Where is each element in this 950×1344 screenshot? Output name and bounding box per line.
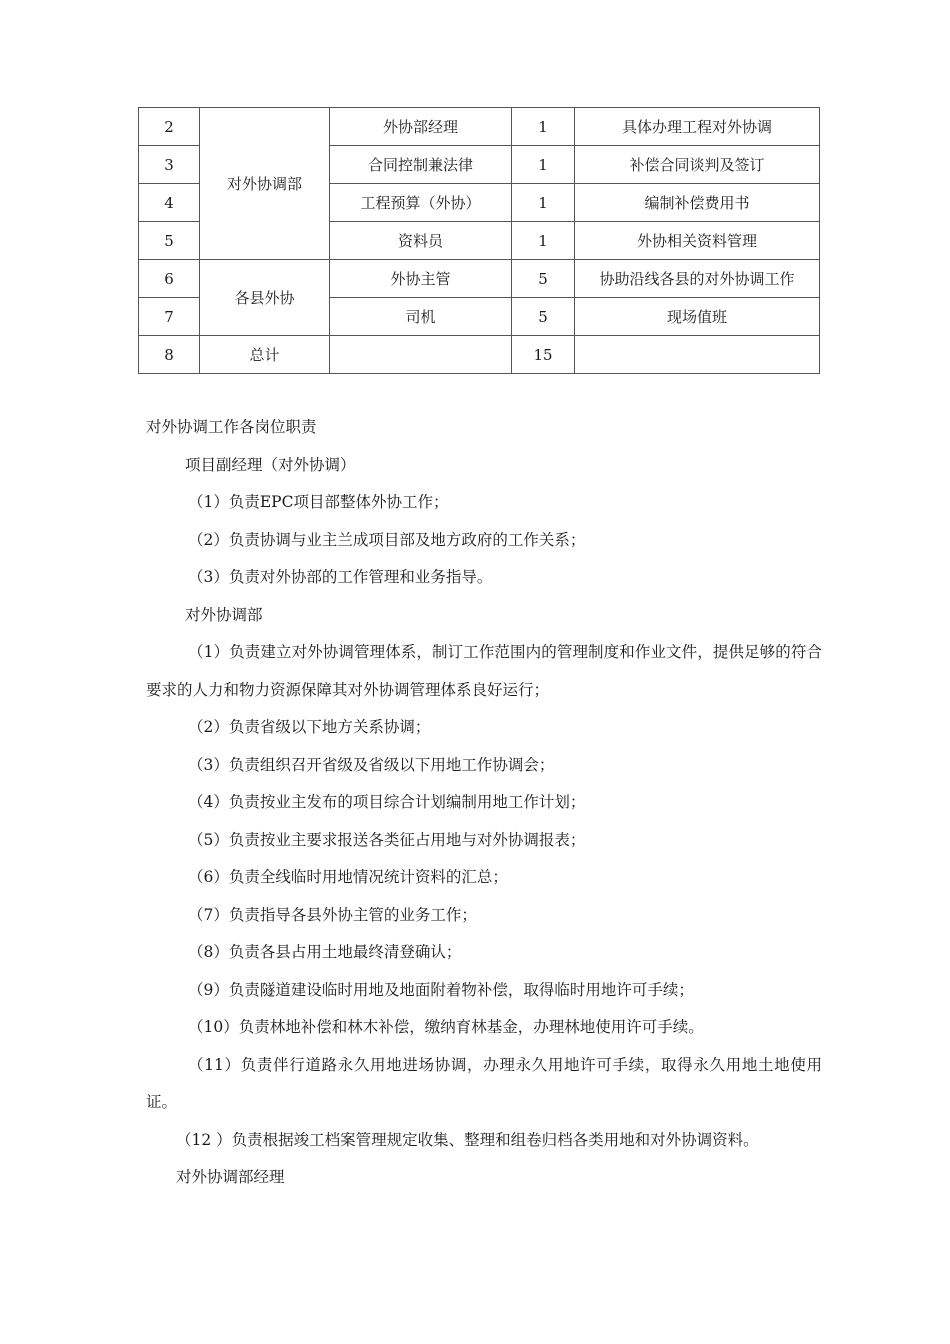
table-row-total [139, 336, 820, 374]
post-cell: 外协主管 [330, 260, 512, 298]
paragraph: （12 ）负责根据竣工档案管理规定收集、整理和组卷归档各类用地和对外协调资料。 [176, 1130, 759, 1149]
count-cell: 1 [512, 184, 575, 222]
count-cell: 1 [512, 146, 575, 184]
count-cell: 5 [512, 260, 575, 298]
row-number: 8 [139, 336, 200, 374]
document-body [146, 409, 822, 1197]
section-heading: 对外协调工作各岗位职责 [146, 418, 317, 436]
total-label: 总计 [200, 336, 330, 374]
paragraph: （1）负责建立对外协调管理体系，制订工作范围内的管理制度和作业文件，提供足够的符合要求的人力和物力资源保障其对外协调管理体系良好运行； [146, 643, 822, 699]
paragraph: （6）负责全线临时用地情况统计资料的汇总； [188, 868, 508, 886]
post-cell: 合同控制兼法律 [330, 146, 512, 184]
paragraph: （5）负责按业主要求报送各类征占用地与对外协调报表； [188, 830, 586, 849]
row-number: 5 [139, 222, 200, 260]
paragraph: （7）负责指导各县外协主管的业务工作； [188, 905, 477, 924]
post-cell: 司机 [330, 298, 512, 336]
duty-cell: 补偿合同谈判及签订 [575, 146, 820, 184]
paragraph: （9）负责隧道建设临时用地及地面附着物补偿，取得临时用地许可手续； [188, 980, 694, 999]
subsection-title: 项目副经理（对外协调） [185, 455, 356, 474]
paragraph: （11）负责伴行道路永久用地进场协调，办理永久用地许可手续，取得永久用地土地使用证。 [146, 1055, 822, 1111]
post-cell [330, 336, 512, 374]
duty-cell: 现场值班 [575, 298, 820, 336]
department-cell: 对外协调部 [200, 108, 330, 260]
table-row [139, 108, 820, 146]
total-count: 15 [512, 336, 575, 374]
paragraph: （2）负责协调与业主兰成项目部及地方政府的工作关系； [188, 530, 586, 549]
paragraph: （3）负责对外协部的工作管理和业务指导。 [188, 568, 493, 586]
post-cell: 资料员 [330, 222, 512, 260]
staffing-table [138, 107, 820, 374]
paragraph: （2）负责省级以下地方关系协调； [188, 718, 431, 736]
row-number: 7 [139, 298, 200, 336]
post-cell: 外协部经理 [330, 108, 512, 146]
table-row [139, 260, 820, 298]
row-number: 3 [139, 146, 200, 184]
paragraph: （10）负责林地补偿和林木补偿，缴纳育林基金，办理林地使用许可手续。 [188, 1018, 704, 1036]
row-number: 2 [139, 108, 200, 146]
duty-cell: 外协相关资料管理 [575, 222, 820, 260]
paragraph: （3）负责组织召开省级及省级以下用地工作协调会； [188, 755, 555, 774]
duty-cell: 编制补偿费用书 [575, 184, 820, 222]
post-cell: 工程预算（外协） [330, 184, 512, 222]
duty-cell: 协助沿线各县的对外协调工作 [575, 260, 820, 298]
subsection-title: 对外协调部经理 [176, 1168, 285, 1186]
count-cell: 1 [512, 108, 575, 146]
row-number: 4 [139, 184, 200, 222]
count-cell: 1 [512, 222, 575, 260]
row-number: 6 [139, 260, 200, 298]
paragraph: （1）负责EPC项目部整体外协工作； [188, 493, 449, 511]
count-cell: 5 [512, 298, 575, 336]
duty-cell: 具体办理工程对外协调 [575, 108, 820, 146]
paragraph: （4）负责按业主发布的项目综合计划编制用地工作计划； [188, 793, 586, 811]
paragraph: （8）负责各县占用土地最终清登确认； [188, 943, 462, 961]
subsection-title: 对外协调部 [185, 605, 263, 624]
duty-cell [575, 336, 820, 374]
department-cell: 各县外协 [200, 260, 330, 336]
